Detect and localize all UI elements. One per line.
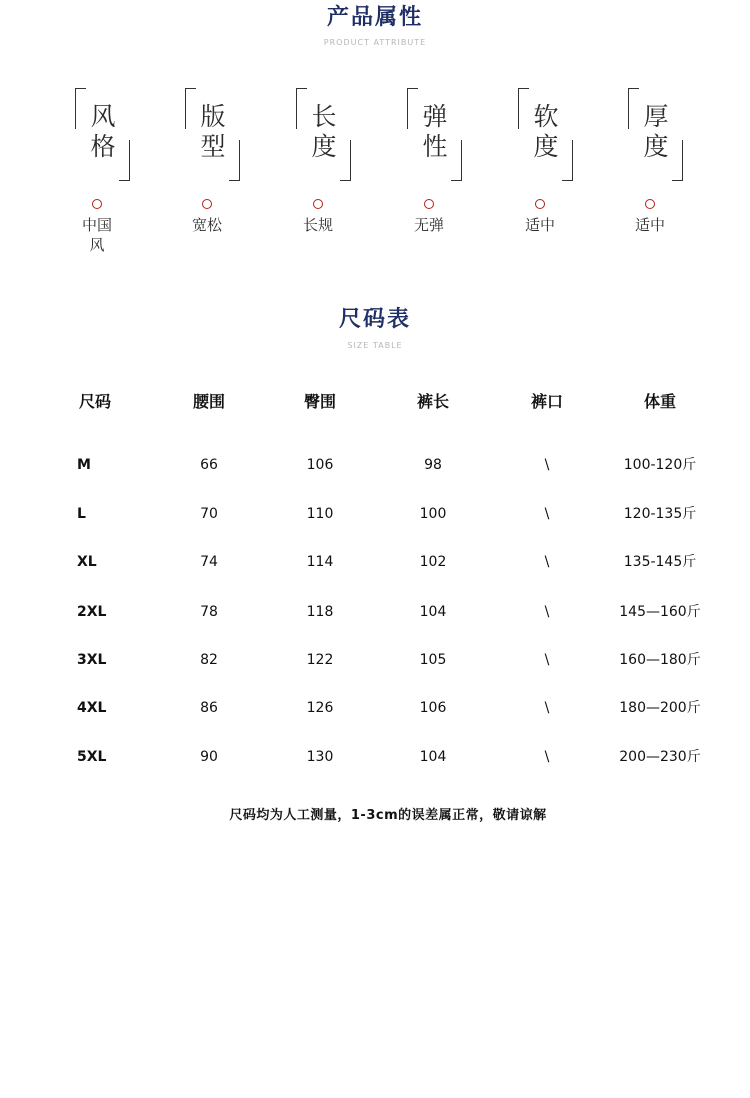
column-header: 裤长 — [416, 392, 449, 411]
circle-icon — [92, 199, 102, 209]
table-cell: 86 — [200, 700, 218, 716]
table-cell: 100 — [419, 506, 447, 522]
attribute-name: 风格 — [90, 102, 116, 161]
attribute-card — [185, 88, 245, 288]
table-cell: 74 — [200, 554, 218, 570]
table-cell: 126 — [306, 700, 334, 716]
table-cell: 104 — [419, 749, 447, 765]
table-cell: 120-135斤 — [623, 506, 697, 522]
table-cell: \ — [544, 506, 550, 522]
circle-icon — [535, 199, 545, 209]
table-cell: 3XL — [77, 652, 107, 668]
attribute-card — [518, 88, 578, 288]
table-cell: 98 — [424, 457, 442, 473]
size-table-title: 尺码表 — [338, 306, 411, 332]
attribute-name: 弹性 — [422, 102, 448, 161]
table-cell: \ — [544, 554, 550, 570]
table-cell: 100-120斤 — [623, 457, 697, 473]
table-cell: 135-145斤 — [623, 554, 697, 570]
table-cell: 145—160斤 — [619, 604, 701, 620]
table-cell: 2XL — [77, 604, 107, 620]
table-cell: 180—200斤 — [619, 700, 701, 716]
attribute-name: 版型 — [200, 102, 226, 161]
table-cell: \ — [544, 457, 550, 473]
attribute-card — [75, 88, 135, 288]
attributes-title: 产品属性 — [326, 4, 423, 30]
table-cell: 70 — [200, 506, 218, 522]
table-cell: 78 — [200, 604, 218, 620]
table-cell: 105 — [419, 652, 447, 668]
attribute-card — [407, 88, 467, 288]
table-cell: 106 — [306, 457, 334, 473]
table-cell: XL — [77, 554, 97, 570]
table-cell: 160—180斤 — [619, 652, 701, 668]
measurement-note: 尺码均为人工测量，1-3cm的误差属正常，敬请谅解 — [229, 808, 547, 823]
column-header: 裤口 — [530, 392, 563, 411]
table-cell: 5XL — [77, 749, 107, 765]
attribute-value: 长规 — [302, 216, 333, 234]
attribute-value: 宽松 — [191, 216, 222, 234]
table-cell: \ — [544, 700, 550, 716]
table-cell: 4XL — [77, 700, 107, 716]
circle-icon — [202, 199, 212, 209]
attribute-value: 适中 — [634, 216, 665, 234]
attributes-subtitle: PRODUCT ATTRIBUTE — [323, 38, 427, 47]
table-cell: 114 — [306, 554, 334, 570]
attribute-card — [628, 88, 688, 288]
table-cell: 102 — [419, 554, 447, 570]
table-cell: 118 — [306, 604, 334, 620]
table-cell: 106 — [419, 700, 447, 716]
table-cell: 130 — [306, 749, 334, 765]
table-cell: 90 — [200, 749, 218, 765]
table-cell: 200—230斤 — [619, 749, 701, 765]
table-cell: 122 — [306, 652, 334, 668]
column-header: 体重 — [643, 392, 676, 411]
table-cell: L — [77, 506, 86, 522]
table-cell: 104 — [419, 604, 447, 620]
table-cell: \ — [544, 652, 550, 668]
circle-icon — [424, 199, 434, 209]
attribute-name: 长度 — [311, 102, 337, 161]
column-header: 尺码 — [78, 392, 111, 411]
table-cell: \ — [544, 749, 550, 765]
circle-icon — [313, 199, 323, 209]
table-cell: 66 — [200, 457, 218, 473]
attribute-name: 厚度 — [643, 102, 669, 161]
size-table-subtitle: SIZE TABLE — [347, 341, 403, 350]
column-header: 臀围 — [303, 392, 336, 411]
table-cell: 110 — [306, 506, 334, 522]
table-cell: M — [77, 457, 91, 473]
attribute-name: 软度 — [533, 102, 559, 161]
attribute-value: 中国风 — [81, 216, 112, 254]
table-cell: \ — [544, 604, 550, 620]
circle-icon — [645, 199, 655, 209]
table-cell: 82 — [200, 652, 218, 668]
attribute-value: 无弹 — [413, 216, 444, 234]
attribute-card — [296, 88, 356, 288]
column-header: 腰围 — [192, 392, 225, 411]
attribute-value: 适中 — [524, 216, 555, 234]
